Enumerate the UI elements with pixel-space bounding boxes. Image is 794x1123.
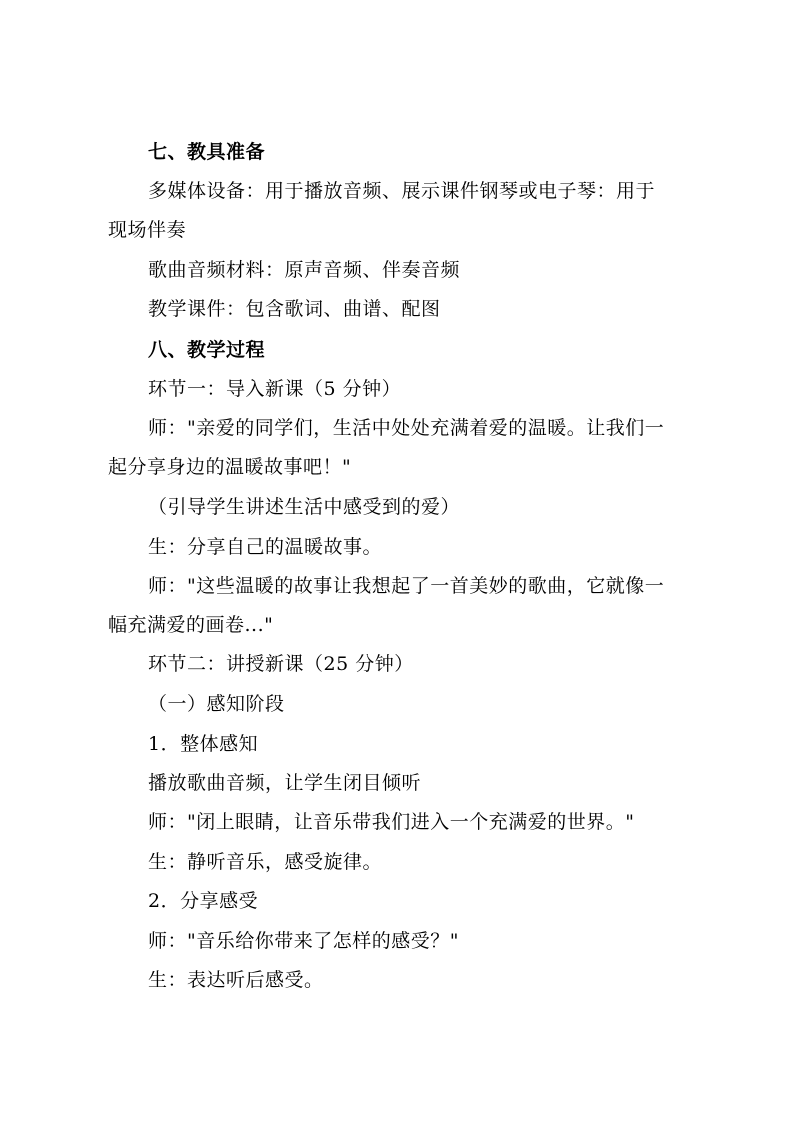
paragraph-line: 播放歌曲音频，让学生闭目倾听 — [148, 772, 422, 794]
paragraph-line: 师："音乐给你带来了怎样的感受？" — [148, 930, 459, 952]
paragraph-line: 歌曲音频材料：原声音频、伴奏音频 — [148, 259, 461, 281]
paragraph-line: 2．分享感受 — [148, 890, 259, 912]
section-heading-teaching-process: 八、教学过程 — [148, 339, 266, 361]
paragraph-line: 师："闭上眼睛，让音乐带我们进入一个充满爱的世界。" — [148, 811, 635, 833]
paragraph-line: 环节二：讲授新课（25 分钟） — [148, 653, 414, 675]
section-heading-teaching-aids: 七、教具准备 — [148, 141, 266, 163]
paragraph-line: 生：静听音乐，感受旋律。 — [148, 851, 383, 873]
paragraph-line: 教学课件：包含歌词、曲谱、配图 — [148, 298, 441, 320]
paragraph-line: 生：表达听后感受。 — [148, 969, 324, 991]
paragraph-line: 生：分享自己的温暖故事。 — [148, 536, 383, 558]
paragraph-line: 多媒体设备：用于播放音频、展示课件钢琴或电子琴：用于 — [148, 180, 656, 202]
paragraph-line: 现场伴奏 — [108, 219, 187, 241]
paragraph-line: 环节一：导入新课（5 分钟） — [148, 378, 402, 400]
paragraph-line: 师："这些温暖的故事让我想起了一首美妙的歌曲，它就像一 — [148, 575, 665, 597]
paragraph-line: 起分享身边的温暖故事吧！" — [108, 456, 352, 478]
paragraph-line: 幅充满爱的画卷..." — [108, 614, 274, 636]
paragraph-line: （一）感知阶段 — [148, 693, 285, 715]
paragraph-line: （引导学生讲述生活中感受到的爱） — [148, 496, 461, 518]
paragraph-line: 1．整体感知 — [148, 733, 259, 755]
paragraph-line: 师："亲爱的同学们，生活中处处充满着爱的温暖。让我们一 — [148, 417, 665, 439]
